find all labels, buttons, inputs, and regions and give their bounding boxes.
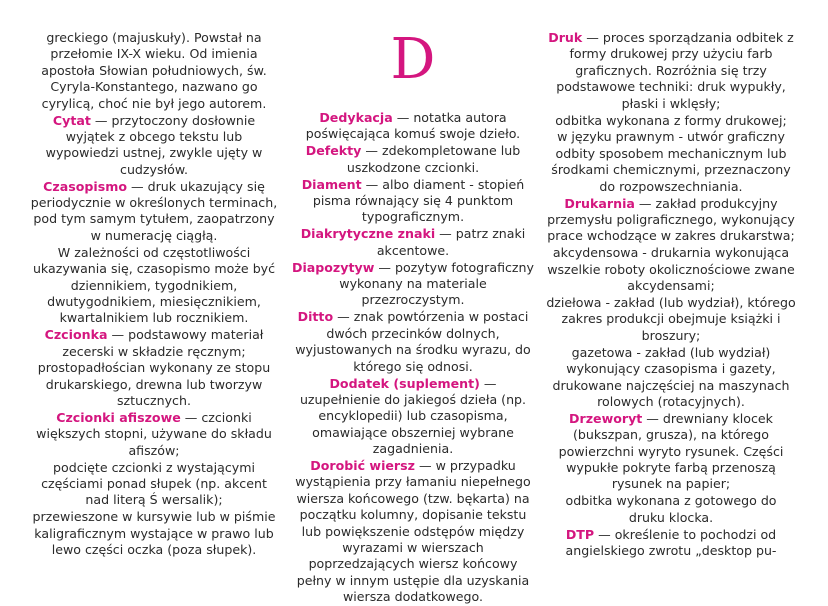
entry-dtp: DTP — określenie to pochodzi od angielskiego zwrotu „desktop pu-	[565, 526, 777, 559]
entry-druk-continued: odbitka wykonana z formy drukowej;	[555, 112, 787, 128]
entry-czcionki-continued: przewieszone w kursywie lub w piśmie kaligraficznym wystające w prawo lub lewo części oczka (poza słupek).	[32, 509, 276, 558]
entry-term: Diakrytyczne znaki	[300, 226, 436, 242]
entry-term: Dorobić wiersz	[310, 458, 415, 474]
entry-term: Dedykacja	[319, 110, 393, 125]
entry-term: Dodatek (suplement)	[329, 375, 480, 391]
entry-dorobic-wiersz: Dorobić wiersz — w przypadku wystąpienia przy łamaniu niepełnego wiersza końcowego (tzw. bękarta) na początku kolumny, dopisanie tekstu lub powiększenie odstępów między wyrazami w wierszach poprzedzających wiersz końcowy pełny w innym ustępie dla uzyskania wiersza dodatkowego.	[295, 458, 531, 605]
entry-drukarnia-continued: gazetowa - zakład (lub wydział) wykonujący czasopisma i gazety, drukowane najczęściej na maszynach rolowych (rotacyjnych).	[552, 344, 790, 409]
entry-term: Diapozytyw	[292, 259, 375, 275]
entry-diapozytyw: Diapozytyw — pozytyw fotograficzny wykonany na materiale przezroczystym.	[292, 259, 534, 308]
entry-cytat: Cytat — przytoczony dosłownie wyjątek z obcego tekstu lub wypowiedzi ustnej, zwykle ujęty w cudzysłów.	[45, 112, 263, 177]
column-right	[546, 30, 796, 560]
entry-term: Czcionki afiszowe	[56, 409, 181, 425]
section-letter: D	[390, 27, 436, 92]
entry-term: Drzeworyt	[569, 410, 643, 426]
entry-czcionki-continued: podcięte czcionki z wystającymi częściami ponad słupek (np. akcent nad literą Ś wersalik);	[41, 459, 267, 508]
entry-term: Czasopismo	[43, 178, 127, 194]
entry-drzeworyt: Drzeworyt — drewniany klocek (bukszpan, grusza), na którego powierzchni wyryto rysunek. Części wypukłe pokryte farbą przenoszą rysunek na papier;	[558, 410, 784, 492]
entry-term: Drukarnia	[564, 195, 635, 211]
entry-diament: Diament — albo diament - stopień pisma równający się 4 punktom typograficznym.	[301, 176, 525, 225]
entry-drukarnia-continued: dziełowa - zakład (lub wydział), którego zakres produkcji obejmuje książki i broszury;	[546, 295, 796, 343]
entry-ditto: Ditto — znak powtórzenia w postaci dwóch przecinków dolnych, wyjustowanych na środku wyrazu, do którego się odnosi.	[295, 309, 531, 374]
entry-druk: Druk — proces sporządzania odbitek z formy drukowej przy użyciu farb graficznych. Rozróżnia się trzy podstawowe techniki: druk wypukły, płaski i wklęsły;	[548, 30, 794, 111]
entry-czasopismo: Czasopismo — druk ukazujący się periodycznie w określonych terminach, pod tym samym tytułem, zaopatrzony w numerację ciągłą.	[30, 178, 278, 243]
entry-term: DTP	[565, 526, 595, 542]
entry-defekty: Defekty — zdekompletowane lub uszkodzone czcionki.	[305, 143, 521, 175]
entry-term: Diament	[301, 176, 362, 192]
entry-continuation: greckiego (majuskuły). Powstał na przełomie IX-X wieku. Od imienia apostoła Słowian południowych, św. Cyryla-Konstantego, nazwano go cyrylicą, choć nie był jego autorem.	[41, 30, 267, 111]
entry-term: Czcionka	[44, 327, 108, 343]
column-left	[30, 30, 278, 559]
entry-druk-continued: w języku prawnym - utwór graficzny odbity sposobem mechanicznym lub środkami chemicznymi, przeznaczony do rozpowszechniania.	[551, 129, 791, 194]
entry-czasopismo-continued: W zależności od częstotliwości ukazywania się, czasopismo może być dziennikiem, tygodnikiem, dwutygodnikiem, miesięcznikiem, kwartalnikiem lub rocznikiem.	[32, 244, 276, 326]
entry-drukarnia: Drukarnia — zakład produkcyjny przemysłu poligraficznego, wykonujący prace wchodzące w zakres drukarstwa;	[547, 195, 795, 244]
entry-drzeworyt-continued: odbitka wykonana z gotowego do druku klocka.	[565, 493, 777, 525]
entry-term: Cytat	[52, 112, 91, 128]
column-middle	[290, 27, 536, 606]
entry-drukarnia-continued: akcydensowa - drukarnia wykonująca wszelkie roboty okolicznościowe zwane akcydensami;	[547, 245, 795, 294]
entry-dodatek: Dodatek (suplement) — uzupełnienie do jakiegoś dzieła (np. encyklopedii) lub czasopisma, omawiające obszerniej wybrane zagadnienia.	[299, 375, 527, 457]
entry-czcionka: Czcionka — podstawowy materiał zecerski w składzie ręcznym; prostopadłościan wykonany ze stopu drukarskiego, drewna lub tworzyw sztucznych.	[37, 327, 271, 408]
entry-dedykacja: Dedykacja — notatka autora poświęcająca komuś swoje dzieło.	[305, 110, 521, 142]
entry-term: Ditto	[297, 309, 334, 325]
entry-diakrytyczne-znaki: Diakrytyczne znaki — patrz znaki akcentowe.	[300, 226, 526, 258]
entry-czcionki-afiszowe: Czcionki afiszowe — czcionki większych stopni, używane do składu afiszów;	[36, 409, 272, 458]
entry-term: Druk	[548, 30, 583, 45]
entry-term: Defekty	[305, 143, 362, 159]
